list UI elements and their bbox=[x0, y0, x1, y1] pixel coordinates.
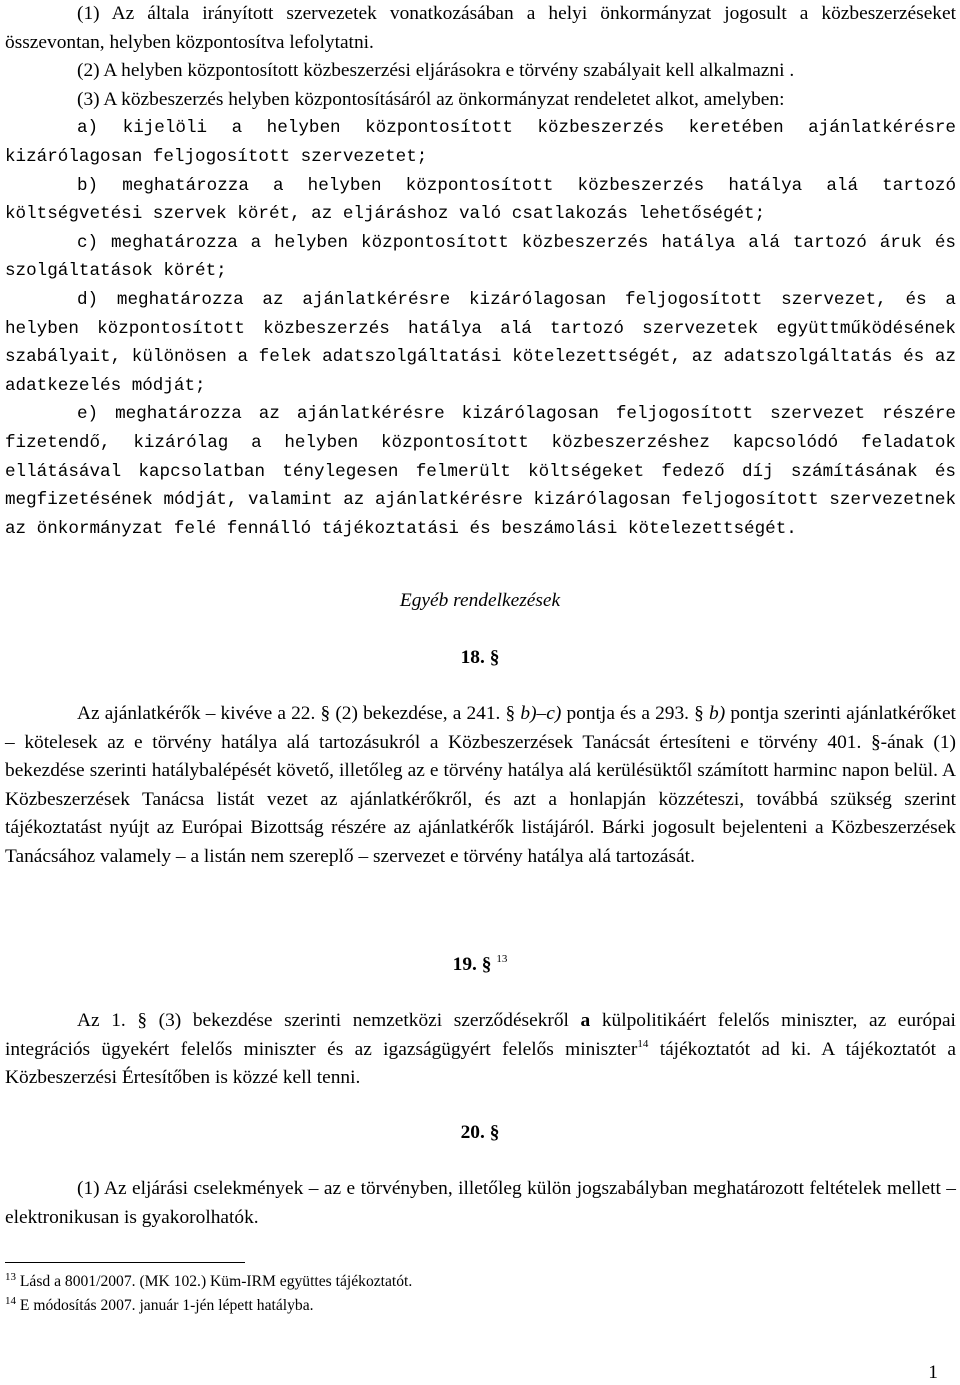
section-mark: § bbox=[481, 954, 492, 975]
section-19-number: 19. bbox=[452, 954, 477, 975]
paragraph-e: e) meghatározza az ajánlatkérésre kizárólagosan feljogosított szervezet részére fizetendő, kizárólag a helyben központosított közbeszerzéshez kapcsolódó feladatok ellátásával kapcsolatban ténylegesen felmerült költségeket fedező díj számításának és megfizetésének módját, valamint az ajánlatkérésre kizárólagosan feljogosított szervezetnek az önkormányzat felé fennálló tájékoztatási és beszámolási kötelezettségét. bbox=[5, 404, 956, 539]
footnotes bbox=[5, 1270, 412, 1318]
paragraph-d: d) meghatározza az ajánlatkérésre kizárólagosan feljogosított szervezet, és a helyben központosított közbeszerzés hatálya alá tartozó szervezetek együttműködésének szabályait, különösen a felek adatszolgáltatási kötelezettségét, az adatszolgáltatás és az adatkezelés módját; bbox=[5, 289, 956, 396]
section-18-text: Az ajánlatkérők – kivéve a 22. § (2) bekezdése, a 241. § b)–c) pontja és a 293. § b) pontja szerinti ajánlatkérőket – kötelesek az e törvény hatálya alá tartozásukról a Közbeszerzések Tanácsát értesíteni e törvény 401. §-ának (1) bekezdése szerinti hatálybalépését követő, illetőleg az e törvény hatálya alá kerülésüktől számított harminc napon belül. A Közbeszerzések Tanácsa listát vezet az ajánlatkérőkről, és azt a honlapján közzéteszi, továbbá szükség szerint tájékoztatást nyújt az Európai Bizottság részére az ajánlatkérők listájáról. Bárki jogosult bejelenteni a Közbeszerzések Tanácsához valamely – a listán nem szereplő – szervezet e törvény hatálya alá tartozását. bbox=[5, 703, 956, 867]
section-mark: § bbox=[489, 647, 500, 668]
section-mark: § bbox=[694, 703, 704, 724]
page-number: 1 bbox=[928, 1362, 938, 1383]
paragraph-a: a) kijelöli a helyben központosított közbeszerzés keretében ajánlatkérésre kizárólagosan feljogosított szervezetet; bbox=[5, 118, 956, 167]
section-18-body bbox=[5, 700, 956, 872]
paragraph-c: c) meghatározza a helyben központosított közbeszerzés hatálya alá tartozó áruk és szolgáltatások körét; bbox=[5, 232, 956, 282]
section-20-text: (1) Az eljárási cselekmények – az e törvényben, illetőleg külön jogszabályban meghatározott feltételek mellett – elektronikusan is gyakorolhatók. bbox=[5, 1178, 956, 1228]
intro-paragraphs bbox=[5, 0, 956, 543]
section-20-heading bbox=[0, 1119, 960, 1148]
section-20-body bbox=[5, 1175, 956, 1232]
footnote-13: $^{13}$ Lásd a 8001/2007. (MK 102.) Küm-IRM együttes tájékoztatót. bbox=[5, 1271, 413, 1290]
section-19-body bbox=[5, 1007, 956, 1093]
section-mark: § bbox=[137, 1010, 148, 1031]
paragraph-3: (3) A közbeszerzés helyben központosításáról az önkormányzat rendeletet alkot, amelyben: bbox=[77, 88, 785, 110]
section-title: Egyéb rendelkezések bbox=[399, 590, 561, 611]
section-18-number: 18. bbox=[460, 647, 485, 668]
footnote-14: $^{14}$ E módosítás 2007. január 1-jén lépett hatályba. bbox=[5, 1295, 314, 1314]
footnote-ref-13[interactable]: 13 bbox=[496, 953, 508, 965]
section-19-text: Az 1. § (3) bekezdése szerinti nemzetközi szerződésekről a külpolitikáért felelős miniszter, az európai integrációs ügyekért felelős miniszter és az igazságügyért felelős miniszter$^{14}$ tájékoztatót ad ki. A tájékoztatót a Közbeszerzési Értesítőben is közzé kell tenni. bbox=[5, 1010, 956, 1089]
section-mark: § bbox=[320, 703, 331, 724]
section-mark: § bbox=[870, 731, 881, 753]
section-19-heading bbox=[0, 951, 960, 980]
paragraph-1: (1) Az általa irányított szervezetek vonatkozásában a helyi önkormányzat jogosult a közbeszerzéseket összevontan, helyben központosítva lefolytatni. bbox=[5, 3, 956, 53]
footnote-divider bbox=[5, 1262, 245, 1263]
section-18-heading bbox=[0, 644, 960, 673]
paragraph-2: (2) A helyben központosított közbeszerzési eljárásokra e törvény szabályait kell alkalmazni . bbox=[77, 60, 795, 82]
section-20-number: 20. bbox=[460, 1122, 485, 1143]
footnote-ref-14[interactable]: 14 bbox=[637, 1037, 649, 1050]
section-mark: § bbox=[505, 703, 516, 724]
section-mark: § bbox=[489, 1122, 500, 1143]
paragraph-b: b) meghatározza a helyben központosított közbeszerzés hatálya alá tartozó költségvetési szervek körét, az eljáráshoz való csatlakozás lehetőségét; bbox=[5, 175, 956, 225]
